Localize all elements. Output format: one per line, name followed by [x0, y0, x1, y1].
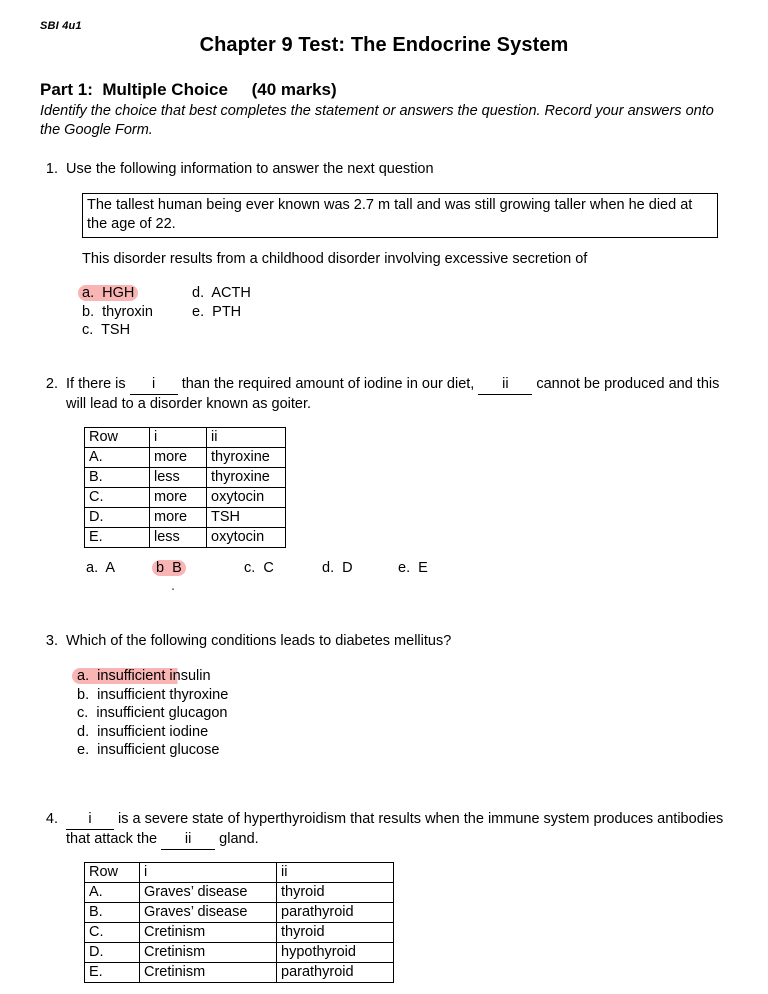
option-label: b.: [82, 303, 95, 320]
option-item[interactable]: [77, 741, 228, 760]
option-label: c.: [244, 560, 256, 576]
option-1a-highlighted[interactable]: [78, 285, 138, 301]
question-1-lead: This disorder results from a childhood disorder involving excessive secretion of: [82, 251, 588, 267]
option-text: A: [105, 560, 116, 576]
option-label: a.: [77, 668, 90, 684]
option-label: c.: [82, 322, 94, 338]
option-item[interactable]: [77, 723, 228, 742]
cell-ii: TSH: [207, 508, 286, 528]
row-label: D.: [85, 508, 150, 528]
option-text: TSH: [101, 322, 131, 338]
option-label: c.: [77, 705, 89, 721]
option-text: insufficient thyroxine: [97, 686, 229, 703]
question-1-number: 1.: [45, 161, 58, 177]
row-label: B.: [85, 903, 140, 923]
question-4: [40, 810, 740, 850]
page-title: Chapter 9 Test: The Endocrine System: [199, 34, 569, 56]
cell-ii: thyroid: [277, 883, 394, 903]
cell-i: more: [150, 488, 207, 508]
row-label: D.: [85, 943, 140, 963]
table-row: [85, 943, 394, 963]
row-label: E.: [85, 963, 140, 983]
option-label: d.: [77, 723, 90, 740]
option-label: e.: [192, 303, 205, 320]
column-header: Row: [85, 863, 140, 883]
question-2-number: 2.: [45, 376, 58, 392]
blank-i[interactable]: i: [66, 810, 114, 830]
option-text: ACTH: [211, 285, 251, 301]
column-header: i: [150, 428, 207, 448]
option-item[interactable]: [77, 704, 228, 723]
cell-ii: thyroxine: [207, 448, 286, 468]
cell-ii: parathyroid: [277, 963, 394, 983]
cell-ii: parathyroid: [277, 903, 394, 923]
row-label: C.: [85, 923, 140, 943]
table-row: [85, 468, 286, 488]
question-2-table: [84, 427, 286, 548]
cell-i: Graves’ disease: [140, 903, 277, 923]
cell-i: Cretinism: [140, 943, 277, 963]
option-text: E: [418, 560, 428, 576]
option-text: B: [172, 560, 182, 576]
stem-text: If there is: [66, 376, 130, 392]
blank-ii[interactable]: ii: [161, 830, 215, 850]
column-header: i: [140, 863, 277, 883]
table-row: [85, 923, 394, 943]
option-item[interactable]: [82, 303, 153, 322]
answer-option[interactable]: [156, 559, 244, 578]
cell-ii: hypothyroid: [277, 943, 394, 963]
question-1-options-column-2: [192, 284, 251, 321]
column-header: Row: [85, 428, 150, 448]
stem-text: than the required amount of iodine in our diet,: [177, 376, 479, 392]
question-2-stem: [66, 375, 740, 414]
row-label: C.: [85, 488, 150, 508]
stem-text: cannot be produced and this will lead to a disorder known as goiter.: [66, 376, 720, 412]
blank-i[interactable]: i: [130, 375, 178, 395]
row-label: A.: [85, 448, 150, 468]
option-label: e.: [77, 742, 90, 758]
cell-ii: oxytocin: [207, 528, 286, 548]
course-code: SBI 4u1: [40, 20, 82, 32]
question-2-answer-row: [86, 559, 428, 578]
option-text: insufficient glucose: [97, 742, 220, 758]
question-4-table: [84, 862, 394, 983]
option-label: d.: [322, 560, 335, 576]
cell-i: Cretinism: [140, 923, 277, 943]
question-3: [40, 632, 740, 651]
cell-i: more: [150, 508, 207, 528]
option-text: insufficient iodine: [97, 723, 209, 740]
question-4-stem: [66, 810, 740, 850]
option-label: b.: [77, 686, 90, 703]
option-text: D: [342, 560, 353, 576]
option-text: thyroxin: [102, 303, 153, 320]
question-1: [40, 160, 740, 179]
question-2: [40, 375, 740, 414]
question-3-stem: Which of the following conditions leads to diabetes mellitus?: [66, 633, 452, 649]
part-heading: Part 1: Multiple Choice (40 marks): [40, 80, 337, 99]
stem-text: gland.: [215, 831, 259, 847]
question-3-number: 3.: [45, 633, 58, 649]
answer-option[interactable]: [322, 559, 398, 578]
cell-i: less: [150, 528, 207, 548]
option-3a-highlighted[interactable]: [72, 668, 211, 684]
table-row: [85, 448, 286, 468]
cell-ii: thyroid: [277, 923, 394, 943]
option-label: a.: [82, 285, 95, 301]
option-label: d.: [192, 285, 205, 301]
cell-i: more: [150, 448, 207, 468]
row-label: E.: [85, 528, 150, 548]
question-4-number: 4.: [45, 811, 58, 827]
question-1-options-column-1: [82, 284, 153, 340]
option-item[interactable]: [192, 303, 251, 322]
cell-ii: thyroxine: [207, 468, 286, 488]
table-row: [85, 883, 394, 903]
cell-i: Graves’ disease: [140, 883, 277, 903]
answer-option[interactable]: [244, 559, 322, 578]
option-label: e.: [398, 560, 411, 576]
option-item[interactable]: [82, 321, 153, 340]
cell-i: less: [150, 468, 207, 488]
table-row: [85, 528, 286, 548]
cell-ii: oxytocin: [207, 488, 286, 508]
question-1-stem: Use the following information to answer the next question: [66, 161, 434, 177]
answer-option[interactable]: [86, 559, 156, 578]
option-2b-highlighted[interactable]: [152, 560, 186, 576]
stray-mark: .: [171, 578, 176, 594]
part-instructions: Identify the choice that best completes the statement or answers the question. Record your answers onto the Google Form.: [40, 103, 714, 138]
option-text: insufficient glucagon: [96, 705, 228, 721]
option-text: insufficient insulin: [97, 668, 211, 684]
option-text: PTH: [212, 303, 242, 320]
option-text: C: [263, 560, 274, 576]
table-row: [85, 488, 286, 508]
question-1-info-box: The tallest human being ever known was 2.7 m tall and was still growing taller when he died at the age of 22.: [82, 193, 718, 238]
table-row: [85, 963, 394, 983]
stem-text: is a severe state of hyperthyroidism that results when the immune system produces antibodies that attack the: [66, 811, 724, 847]
column-header: ii: [277, 863, 394, 883]
option-item[interactable]: [82, 284, 153, 303]
cell-i: Cretinism: [140, 963, 277, 983]
blank-ii[interactable]: ii: [478, 375, 532, 395]
option-label: b: [156, 560, 165, 576]
column-header: ii: [207, 428, 286, 448]
answer-option[interactable]: [398, 559, 428, 578]
question-3-options: [77, 667, 228, 760]
table-row: [85, 508, 286, 528]
row-label: A.: [85, 883, 140, 903]
option-text: HGH: [102, 285, 135, 301]
table-header-row: [85, 863, 394, 883]
option-label: a.: [86, 560, 99, 576]
option-item[interactable]: [192, 284, 251, 303]
table-header-row: [85, 428, 286, 448]
option-item[interactable]: [77, 667, 228, 686]
row-label: B.: [85, 468, 150, 488]
option-item[interactable]: [77, 686, 228, 705]
table-row: [85, 903, 394, 923]
